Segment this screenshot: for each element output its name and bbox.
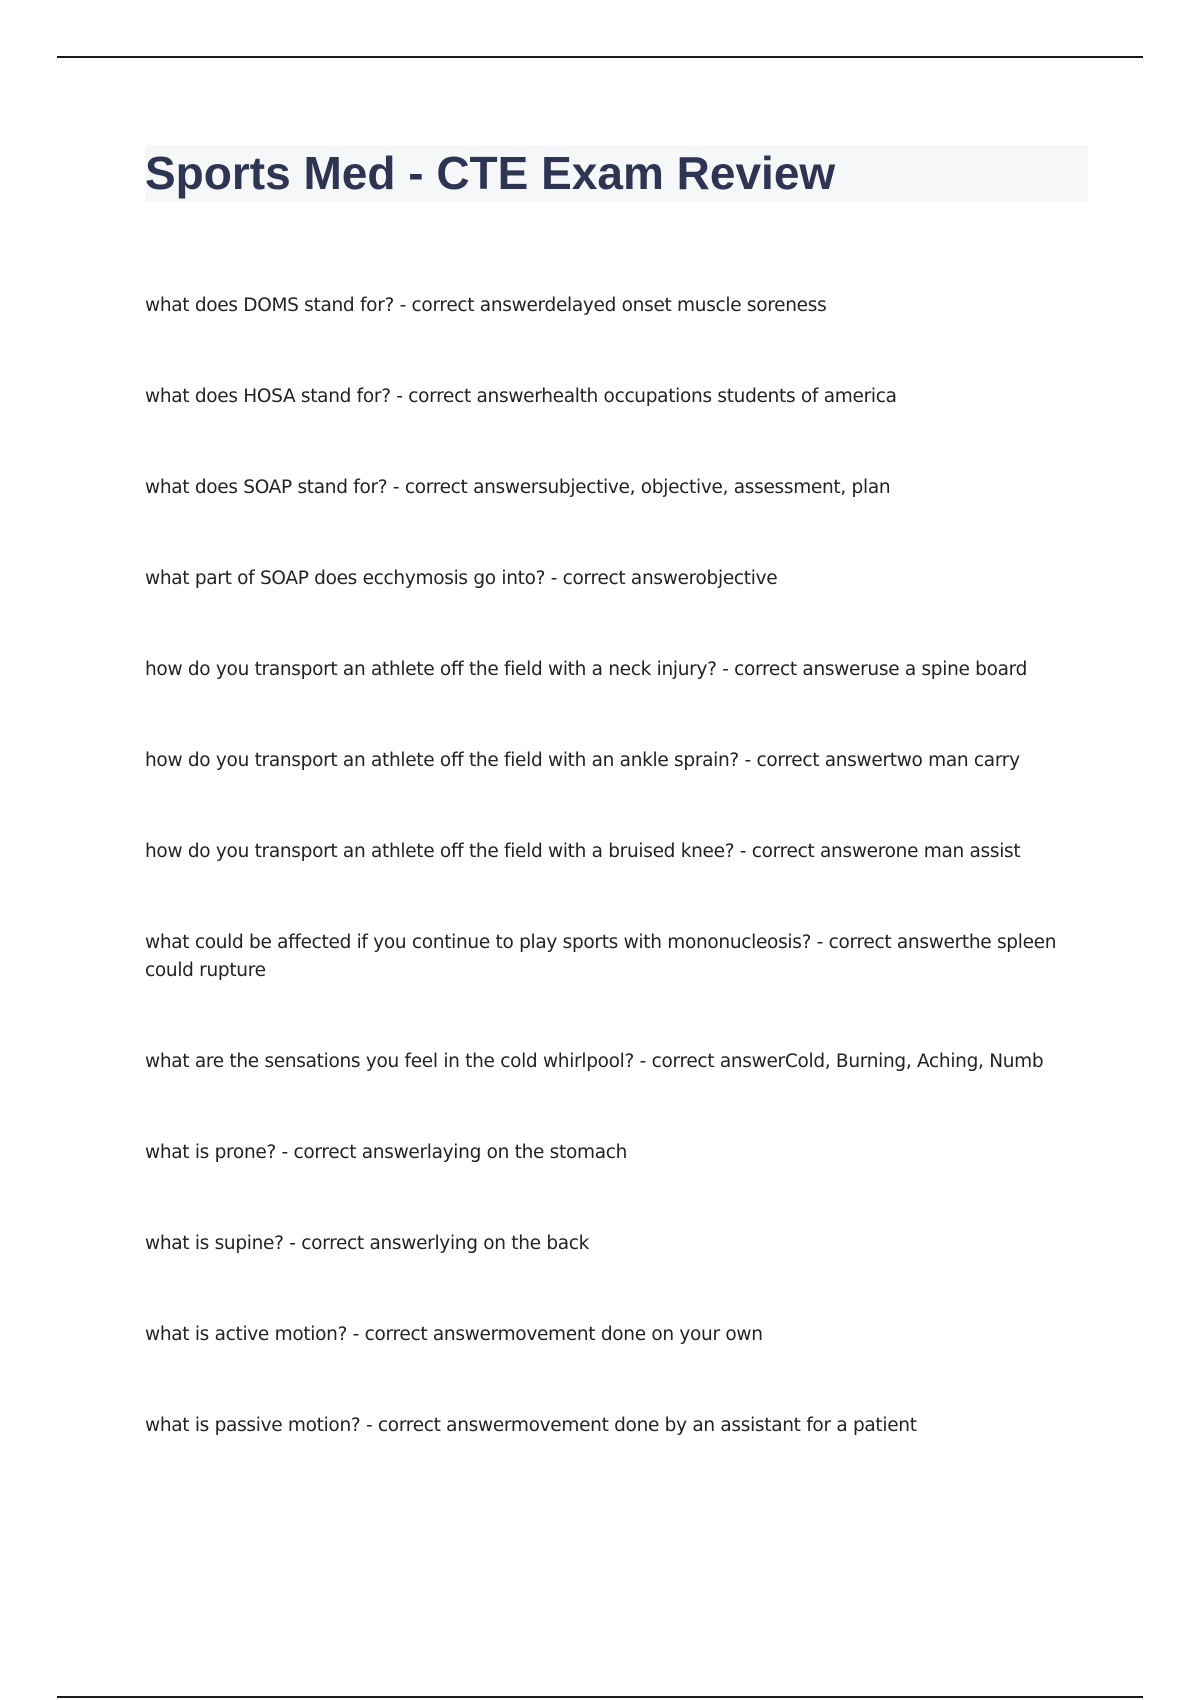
qa-list bbox=[145, 292, 1075, 1503]
qa-item: what are the sensations you feel in the cold whirlpool? - correct answerCold, Burning, Aching, Numb bbox=[145, 1051, 1044, 1072]
qa-item: what is passive motion? - correct answermovement done by an assistant for a patient bbox=[145, 1415, 917, 1436]
qa-item: what does HOSA stand for? - correct answerhealth occupations students of america bbox=[145, 386, 897, 407]
qa-item: what does SOAP stand for? - correct answersubjective, objective, assessment, plan bbox=[145, 477, 891, 498]
qa-item: what does DOMS stand for? - correct answerdelayed onset muscle soreness bbox=[145, 295, 827, 316]
qa-item: how do you transport an athlete off the field with a bruised knee? - correct answerone man assist bbox=[145, 841, 1021, 862]
qa-item: what is prone? - correct answerlaying on the stomach bbox=[145, 1142, 628, 1163]
qa-item: what is supine? - correct answerlying on the back bbox=[145, 1233, 590, 1254]
qa-item: what is active motion? - correct answermovement done on your own bbox=[145, 1324, 763, 1345]
qa-item: how do you transport an athlete off the field with a neck injury? - correct answeruse a spine board bbox=[145, 659, 1028, 680]
bottom-rule bbox=[57, 1696, 1143, 1698]
page-title: Sports Med - CTE Exam Review bbox=[145, 147, 836, 199]
top-rule bbox=[57, 56, 1143, 58]
qa-item: how do you transport an athlete off the field with an ankle sprain? - correct answertwo man carry bbox=[145, 750, 1020, 771]
qa-item: what could be affected if you continue to play sports with mononucleosis? - correct answerthe spleen could rupture bbox=[145, 932, 1057, 981]
qa-item: what part of SOAP does ecchymosis go into? - correct answerobjective bbox=[145, 568, 778, 589]
